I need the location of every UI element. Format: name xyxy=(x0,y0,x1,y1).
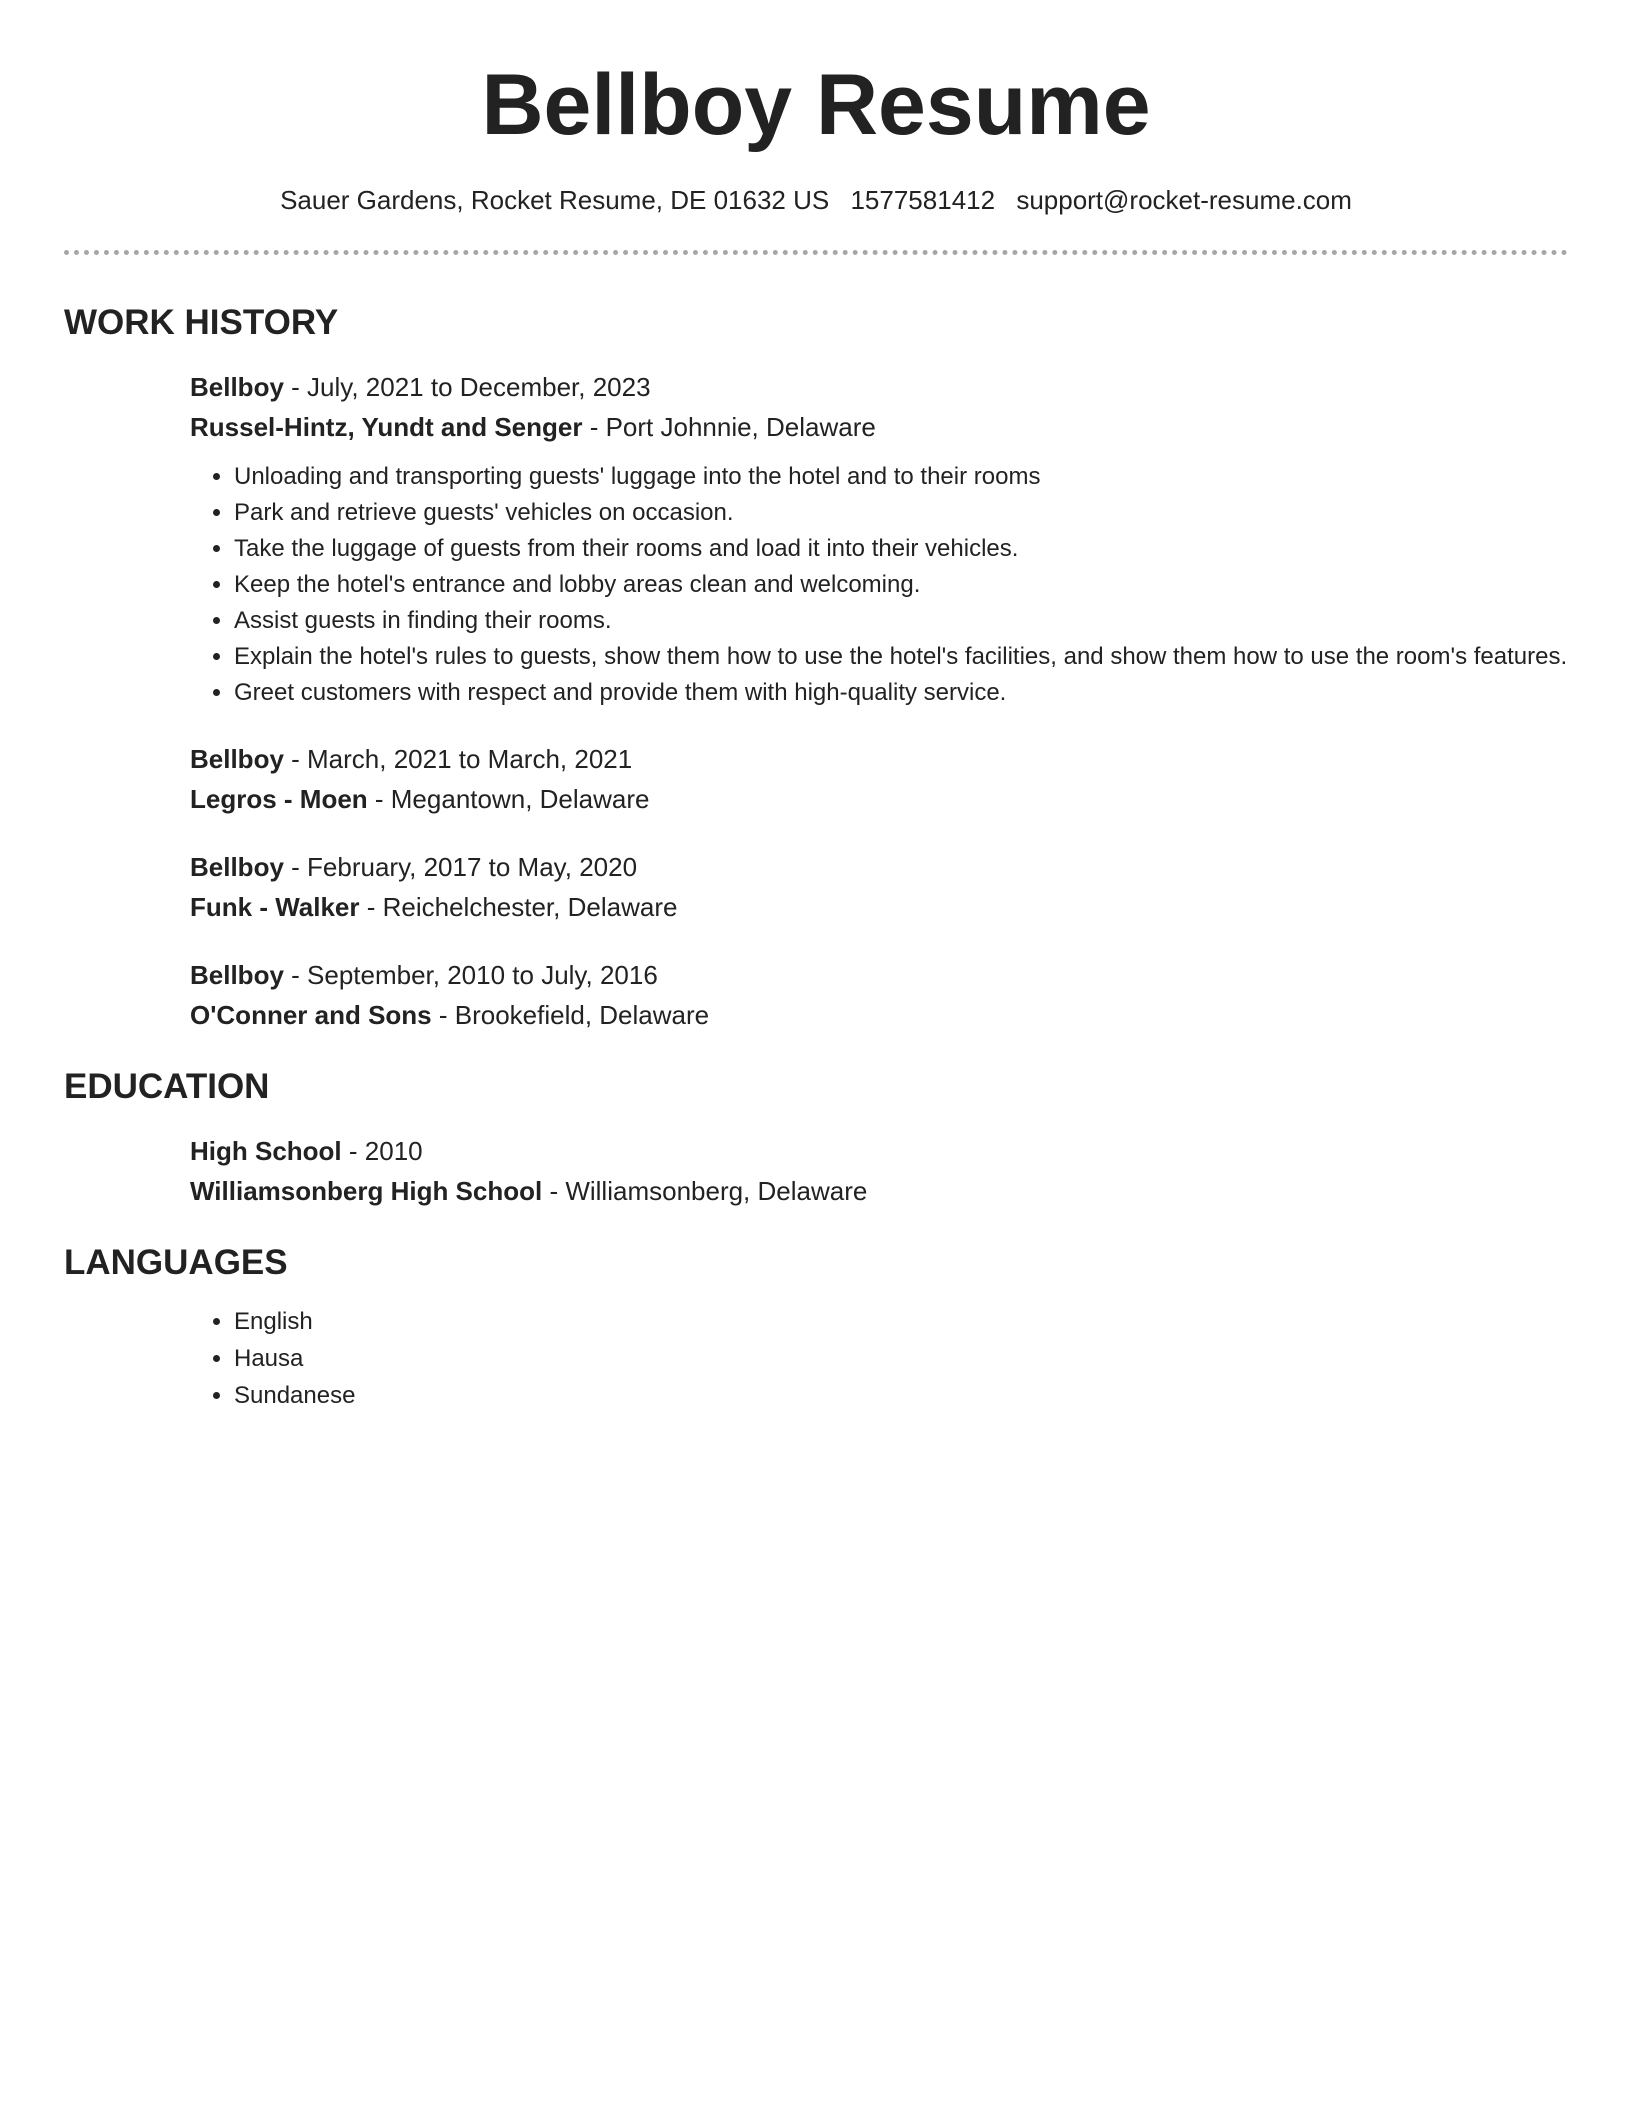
resume-title: Bellboy Resume xyxy=(481,57,1151,153)
job-company: Legros - Moen xyxy=(190,784,368,814)
job-dates: - September, 2010 to July, 2016 xyxy=(283,960,658,990)
education-list xyxy=(64,1131,1568,1211)
job-duty: • Unloading and transporting guests' luggage into the hotel and to their rooms xyxy=(234,459,1568,495)
job-company-line xyxy=(190,995,1568,1035)
job-title: Bellboy xyxy=(190,372,284,402)
job-company: O'Conner and Sons xyxy=(190,1000,432,1030)
education-entry xyxy=(190,1131,1568,1211)
job-title-line xyxy=(190,739,1568,779)
job-duty: • Greet customers with respect and provide them with high-quality service. xyxy=(234,675,1568,711)
resume-header xyxy=(64,0,1568,216)
job-location: - Port Johnnie, Delaware xyxy=(582,412,876,442)
education-school: Williamsonberg High School xyxy=(190,1176,543,1206)
job-title: Bellboy xyxy=(190,960,284,990)
section-title-work-history: WORK HISTORY xyxy=(64,303,339,342)
job-duty: • Assist guests in finding their rooms. xyxy=(234,603,1568,639)
contact-address: Sauer Gardens, Rocket Resume, DE 01632 US xyxy=(280,185,830,215)
job-duties-list xyxy=(190,459,1568,711)
job-location: - Reichelchester, Delaware xyxy=(359,892,678,922)
job-entry xyxy=(190,847,1568,927)
job-duty: • Explain the hotel's rules to guests, show them how to use the hotel's facilities, and show them how to use the room's features. xyxy=(234,639,1568,675)
education-year: - 2010 xyxy=(341,1136,423,1166)
job-dates: - July, 2021 to December, 2023 xyxy=(283,372,651,402)
job-company: Funk - Walker xyxy=(190,892,360,922)
language-item: • Hausa xyxy=(234,1340,1568,1377)
job-title: Bellboy xyxy=(190,744,284,774)
job-company: Russel-Hintz, Yundt and Senger xyxy=(190,412,583,442)
job-company-line xyxy=(190,407,1568,447)
job-entry xyxy=(190,955,1568,1035)
languages-list xyxy=(64,1303,1568,1414)
education-degree-line xyxy=(190,1131,1568,1171)
job-duty: • Take the luggage of guests from their rooms and load it into their vehicles. xyxy=(234,531,1568,567)
section-title-languages: LANGUAGES xyxy=(64,1243,288,1282)
header-divider xyxy=(64,250,1568,255)
job-title-line xyxy=(190,367,1568,407)
contact-info xyxy=(64,184,1568,216)
job-entry xyxy=(190,367,1568,711)
education-location: - Williamsonberg, Delaware xyxy=(542,1176,868,1206)
job-dates: - March, 2021 to March, 2021 xyxy=(283,744,633,774)
contact-phone: 1577581412 xyxy=(850,185,996,215)
contact-email: support@rocket-resume.com xyxy=(1016,185,1352,215)
job-company-line xyxy=(190,887,1568,927)
education-degree: High School xyxy=(190,1136,342,1166)
job-dates: - February, 2017 to May, 2020 xyxy=(283,852,638,882)
job-entry xyxy=(190,739,1568,819)
education-school-line xyxy=(190,1171,1568,1211)
job-title-line xyxy=(190,847,1568,887)
job-title-line xyxy=(190,955,1568,995)
section-title-education: EDUCATION xyxy=(64,1067,270,1106)
job-title: Bellboy xyxy=(190,852,284,882)
language-item: • Sundanese xyxy=(234,1377,1568,1414)
job-duty: • Park and retrieve guests' vehicles on occasion. xyxy=(234,495,1568,531)
job-location: - Brookefield, Delaware xyxy=(431,1000,710,1030)
language-item: • English xyxy=(234,1303,1568,1340)
job-company-line xyxy=(190,779,1568,819)
job-location: - Megantown, Delaware xyxy=(367,784,650,814)
work-history-list xyxy=(64,367,1568,1035)
job-duty: • Keep the hotel's entrance and lobby areas clean and welcoming. xyxy=(234,567,1568,603)
